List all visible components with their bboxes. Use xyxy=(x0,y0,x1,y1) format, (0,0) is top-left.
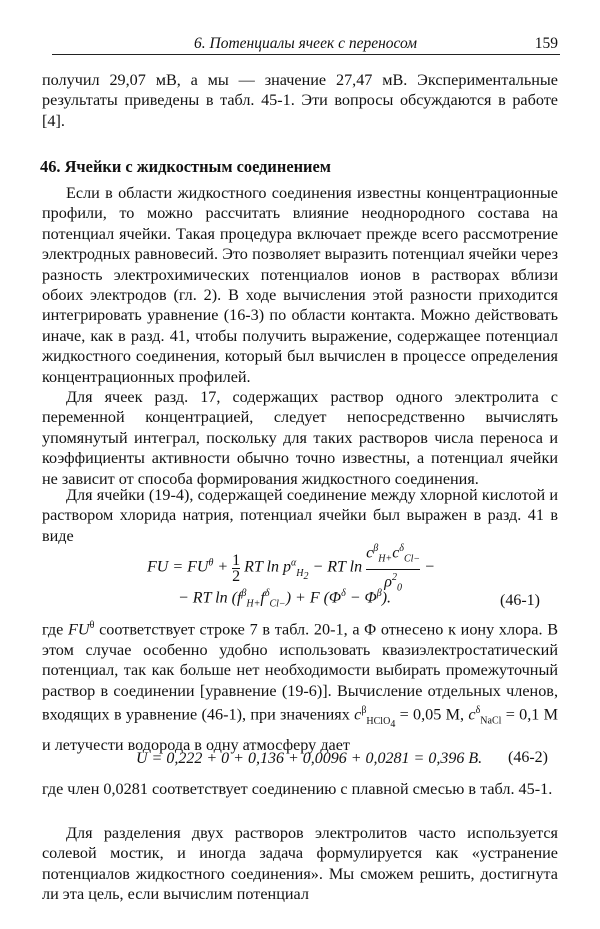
equation-46-1-number: (46-1) xyxy=(500,592,540,609)
equation-46-1-line1: FU = $FU^\theta$ + $\frac{1}{2}$ RT $\ln p^\alpha_{H_2}$ − RT ln $c^\beta_{H+}c^\delta_{Cl-}$ $\rho^2_0$ − xyxy=(147,540,435,596)
last-paragraph: Для разделения двух растворов электролитов часто используется солевой мостик, и иногда задача формулируется как «устранение потенциалов жидкостного соединения». Мы сможем решить, достигнута ли эта цель, если вычислим потенциал xyxy=(42,824,558,904)
paragraph-2: Для ячеек разд. 17, содержащих раствор одного электролита с переменной концентрацией, следует непосредственно вычислять упомянутый интеграл, поскольку для таких растворов числа переноса и коэффициенты активности обычно точно известны, а потенциал ячейки не зависит от способа формирования жидкостного соединения. xyxy=(42,388,558,488)
page-number: 159 xyxy=(534,35,558,52)
intro-paragraph: получил 29,07 мВ, а мы — значение 27,47 мВ. Экспериментальные результаты приведены в табл. 45-1. Эти вопросы обсуждаются в работе [4]. xyxy=(42,71,558,130)
section-title: 46. Ячейки с жидкостным соединением xyxy=(40,157,331,176)
after-eq2-paragraph: где член 0,0281 соответствует соединению с плавной смесью в табл. 45-1. xyxy=(42,780,553,798)
equation-46-1-line2: − RT $\ln (f^\beta_{H+}f^\delta_{Cl-}) + F$ $(\Phi^\delta - \Phi^\beta)$. xyxy=(178,588,392,610)
equation-46-2-number: (46-2) xyxy=(508,749,548,766)
paragraph-3: Для ячейки (19-4), содержащей соединение между хлорной кислотой и раствором хлорида натрия, потенциал ячейки был выражен в разд. 41 в виде xyxy=(42,486,558,545)
paragraph-1: Если в области жидкостного соединения известны концентрационные профили, то можно рассчитать влияние неоднородного состава на потенциал ячейки. Такая процедура включает прежде всего рассмотрение электродных равновесий. Это позволяет выразить потенциал ячейки через разность электрохимических потенциалов ионов в растворах вблизи обоих электродов (гл. 2). В ходе вычисления этой разности приходится интегрировать уравнение (16-3) по области контакта. Можно действовать иначе, как в разд. 41, чтобы получить выражение, содержащее потенциал жидкостного соединения, который был вычислен в процессе определения концентрационных профилей. xyxy=(42,184,558,386)
equation-46-2: U = 0,222 + 0 + 0,136 + 0,0096 + 0,0281 = 0,396 В. xyxy=(136,750,483,767)
running-title: 6. Потенциалы ячеек с переносом xyxy=(194,35,418,52)
after-eq1-paragraph: где $FU^\theta$ соответствует строке 7 в табл. 20-1, а Φ отнесено к иону хлора. В этом случае особенно удобно использовать квазиэлектростатический потенциал, так как больше нет необходимости выбирать промежуточный раствор в соединении [уравнение (19-6)]. Вычисление отдельных членов, входящих в уравнение (46-1), при значениях $c^\beta_{HClO_4} = 0,05$ М, $c^\delta_{NaCl} = 0,1$ М и летучести водорода в одну атмосферу дает xyxy=(42,620,559,755)
page-header xyxy=(52,32,560,55)
